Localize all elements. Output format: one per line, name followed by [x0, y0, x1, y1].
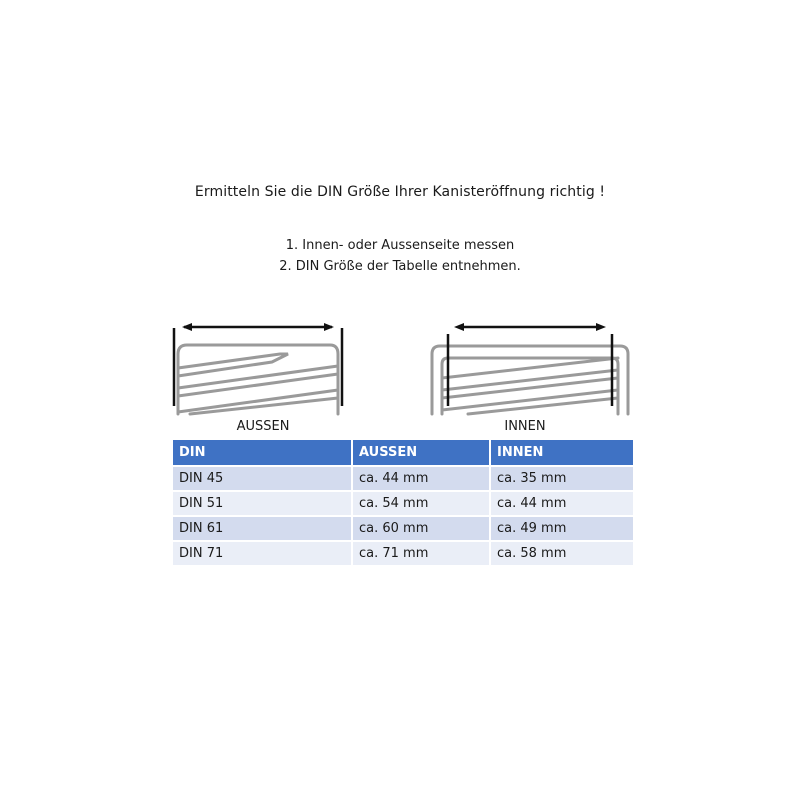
header-din: DIN — [173, 440, 352, 466]
cell-aussen: ca. 71 mm — [352, 541, 490, 566]
header-innen: INNEN — [490, 440, 633, 466]
outer-diagram-label: AUSSEN — [236, 419, 290, 434]
inner-thread-diagram — [428, 318, 638, 418]
cell-din: DIN 61 — [173, 516, 352, 541]
cell-aussen: ca. 44 mm — [352, 466, 490, 491]
cell-din: DIN 45 — [173, 466, 352, 491]
table-row — [173, 466, 633, 491]
din-size-table — [173, 440, 633, 567]
cell-aussen: ca. 54 mm — [352, 491, 490, 516]
step-2: 2. DIN Größe der Tabelle entnehmen. — [279, 259, 521, 274]
instruction-steps — [0, 235, 800, 277]
cell-innen: ca. 58 mm — [490, 541, 633, 566]
table-row — [173, 541, 633, 566]
cell-innen: ca. 44 mm — [490, 491, 633, 516]
table-row — [173, 491, 633, 516]
cell-aussen: ca. 60 mm — [352, 516, 490, 541]
table-header-row — [173, 440, 633, 466]
cell-din: DIN 51 — [173, 491, 352, 516]
page-title: Ermitteln Sie die DIN Größe Ihrer Kanisteröffnung richtig ! — [194, 184, 606, 200]
step-1: 1. Innen- oder Aussenseite messen — [285, 238, 515, 253]
outer-thread-diagram — [160, 318, 360, 418]
inner-diagram-label: INNEN — [504, 419, 546, 434]
table-row — [173, 516, 633, 541]
cell-innen: ca. 35 mm — [490, 466, 633, 491]
cell-din: DIN 71 — [173, 541, 352, 566]
header-aussen: AUSSEN — [352, 440, 490, 466]
cell-innen: ca. 49 mm — [490, 516, 633, 541]
